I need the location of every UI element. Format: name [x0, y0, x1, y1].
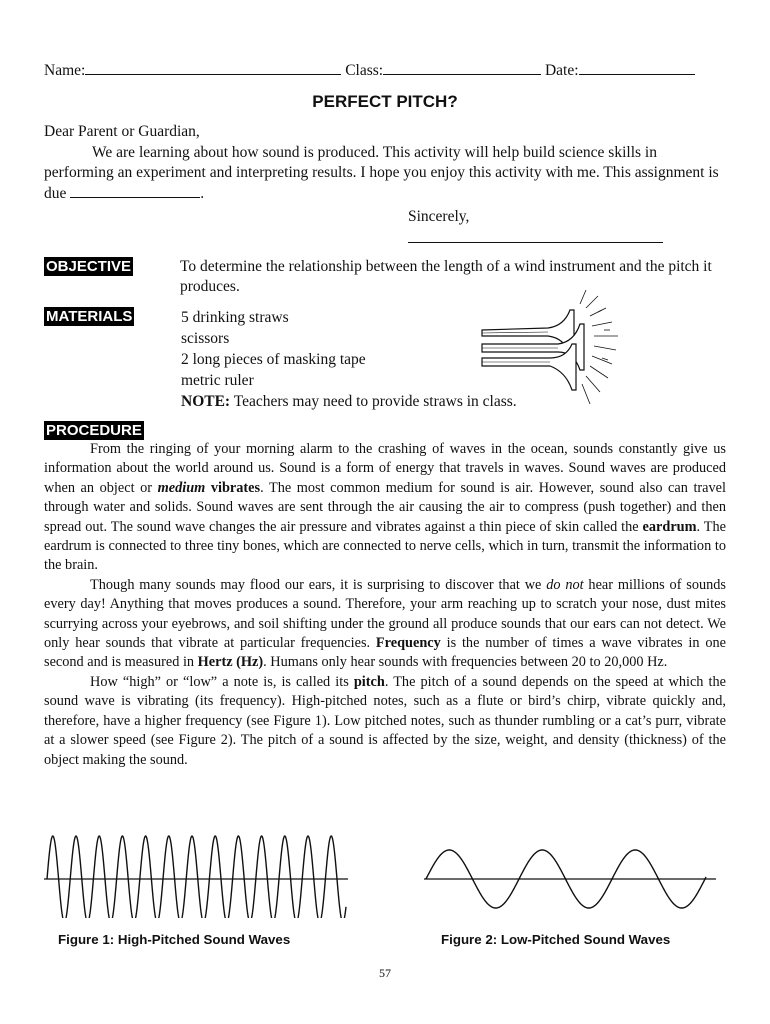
paragraph-text: Though many sounds may flood our ears, it is surprising to discover that we [90, 576, 547, 593]
term-pitch: pitch [353, 673, 385, 690]
material-item: metric ruler [181, 372, 254, 389]
name-label: Name: [44, 62, 86, 79]
paragraph-text: From the ringing of your morning alarm to the crashing of waves in the ocean, sounds constantly give us information about the world around us. Sound is a form of energy that travels in waves. Sound waves are produced when an object or [44, 441, 726, 496]
procedure-paragraph [44, 673, 726, 770]
letter-body-text: We are learning about how sound is produced. This activity will help build science skills in performing an experiment and interpreting results. I hope you enjoy this activity with me. This assignment is due [44, 144, 719, 202]
letter-closing: Sincerely, [408, 208, 470, 225]
paragraph-text: . The eardrum is connected to three tiny bones, which are connected to nerve cells, which in turn, transmit the information to the brain. [44, 518, 726, 574]
term-vibrates: vibrates [205, 479, 261, 496]
procedure-paragraph [44, 576, 726, 673]
paragraph-text: How “high” or “low” a note is, is called its [90, 673, 354, 690]
wave-line [47, 836, 346, 918]
objective-text: To determine the relationship between the length of a wind instrument and the pitch it produces. [180, 258, 712, 295]
procedure-label: PROCEDURE [46, 422, 142, 439]
page-title: PERFECT PITCH? [312, 92, 458, 111]
letter-body [44, 143, 726, 204]
paragraph-text: . The pitch of a sound depends on the speed at which the sound wave is vibrating (its frequency). High-pitched notes, such as a flute or bird’s chirp, vibrate quickly and, therefore, have a higher frequency (see Figure 1). Low pitched notes, such as thunder rumbling or a cat’s purr, vibrate at a slower speed (see Figure 2). The pitch of a sound is affected by the size, weight, and density (thickness) of the object making the sound. [44, 673, 726, 768]
class-label: Class: [345, 62, 384, 79]
material-item: scissors [181, 330, 230, 347]
objective-label: OBJECTIVE [46, 258, 132, 275]
class-field[interactable] [383, 60, 541, 75]
procedure-paragraph [44, 440, 726, 576]
figure-1-caption: Figure 1: High-Pitched Sound Waves [58, 932, 291, 947]
letter-body-end: . [200, 185, 205, 202]
term-eardrum: eardrum [642, 518, 697, 535]
date-field[interactable] [579, 60, 695, 75]
worksheet-header [44, 60, 734, 81]
term-medium: medium [157, 479, 206, 496]
date-label: Date: [544, 62, 579, 79]
note-label: NOTE: [181, 393, 231, 410]
paragraph-text: hear millions of sounds every day! Anything that moves produces a sound. Therefore, your arm reaching up to scratch your nose, dust mites scurrying across your eyebrows, and soil shifting under the ground all produce sounds that our ears can not detect. We only hear sounds that vibrate at particular frequencies. [44, 576, 726, 652]
procedure-text [44, 440, 726, 770]
figure-2-low-pitch-wave [424, 846, 720, 912]
emphasis-do-not: do not [546, 576, 584, 593]
name-field[interactable] [85, 60, 341, 75]
letter-salutation: Dear Parent or Guardian, [44, 123, 200, 140]
figure-2-caption: Figure 2: Low-Pitched Sound Waves [441, 932, 671, 947]
figure-1-high-pitch-wave [44, 826, 348, 918]
term-frequency: Frequency [375, 635, 441, 652]
material-item: 2 long pieces of masking tape [181, 351, 366, 368]
paragraph-text: is the number of times a wave vibrates in one second and is measured in [44, 635, 726, 671]
note-text: Teachers may need to provide straws in class. [230, 393, 517, 410]
materials-label: MATERIALS [46, 308, 133, 325]
straw-instrument-illustration [478, 286, 638, 412]
page-number: 57 [379, 966, 391, 980]
paragraph-text: . Humans only hear sounds with frequencies between 20 to 20,000 Hz. [263, 654, 668, 671]
term-hertz: Hertz (Hz) [197, 654, 264, 671]
material-item: 5 drinking straws [181, 309, 289, 326]
signature-line[interactable] [408, 242, 663, 243]
paragraph-text: . The most common medium for sound is air. However, sound also can travel through water and solids. Sound waves are sent through the air causing the air to compress (push together) and then spread out. The sound wave changes the air pressure and vibrates against a thin piece of skin called the [44, 479, 726, 535]
due-date-field[interactable] [70, 183, 200, 198]
